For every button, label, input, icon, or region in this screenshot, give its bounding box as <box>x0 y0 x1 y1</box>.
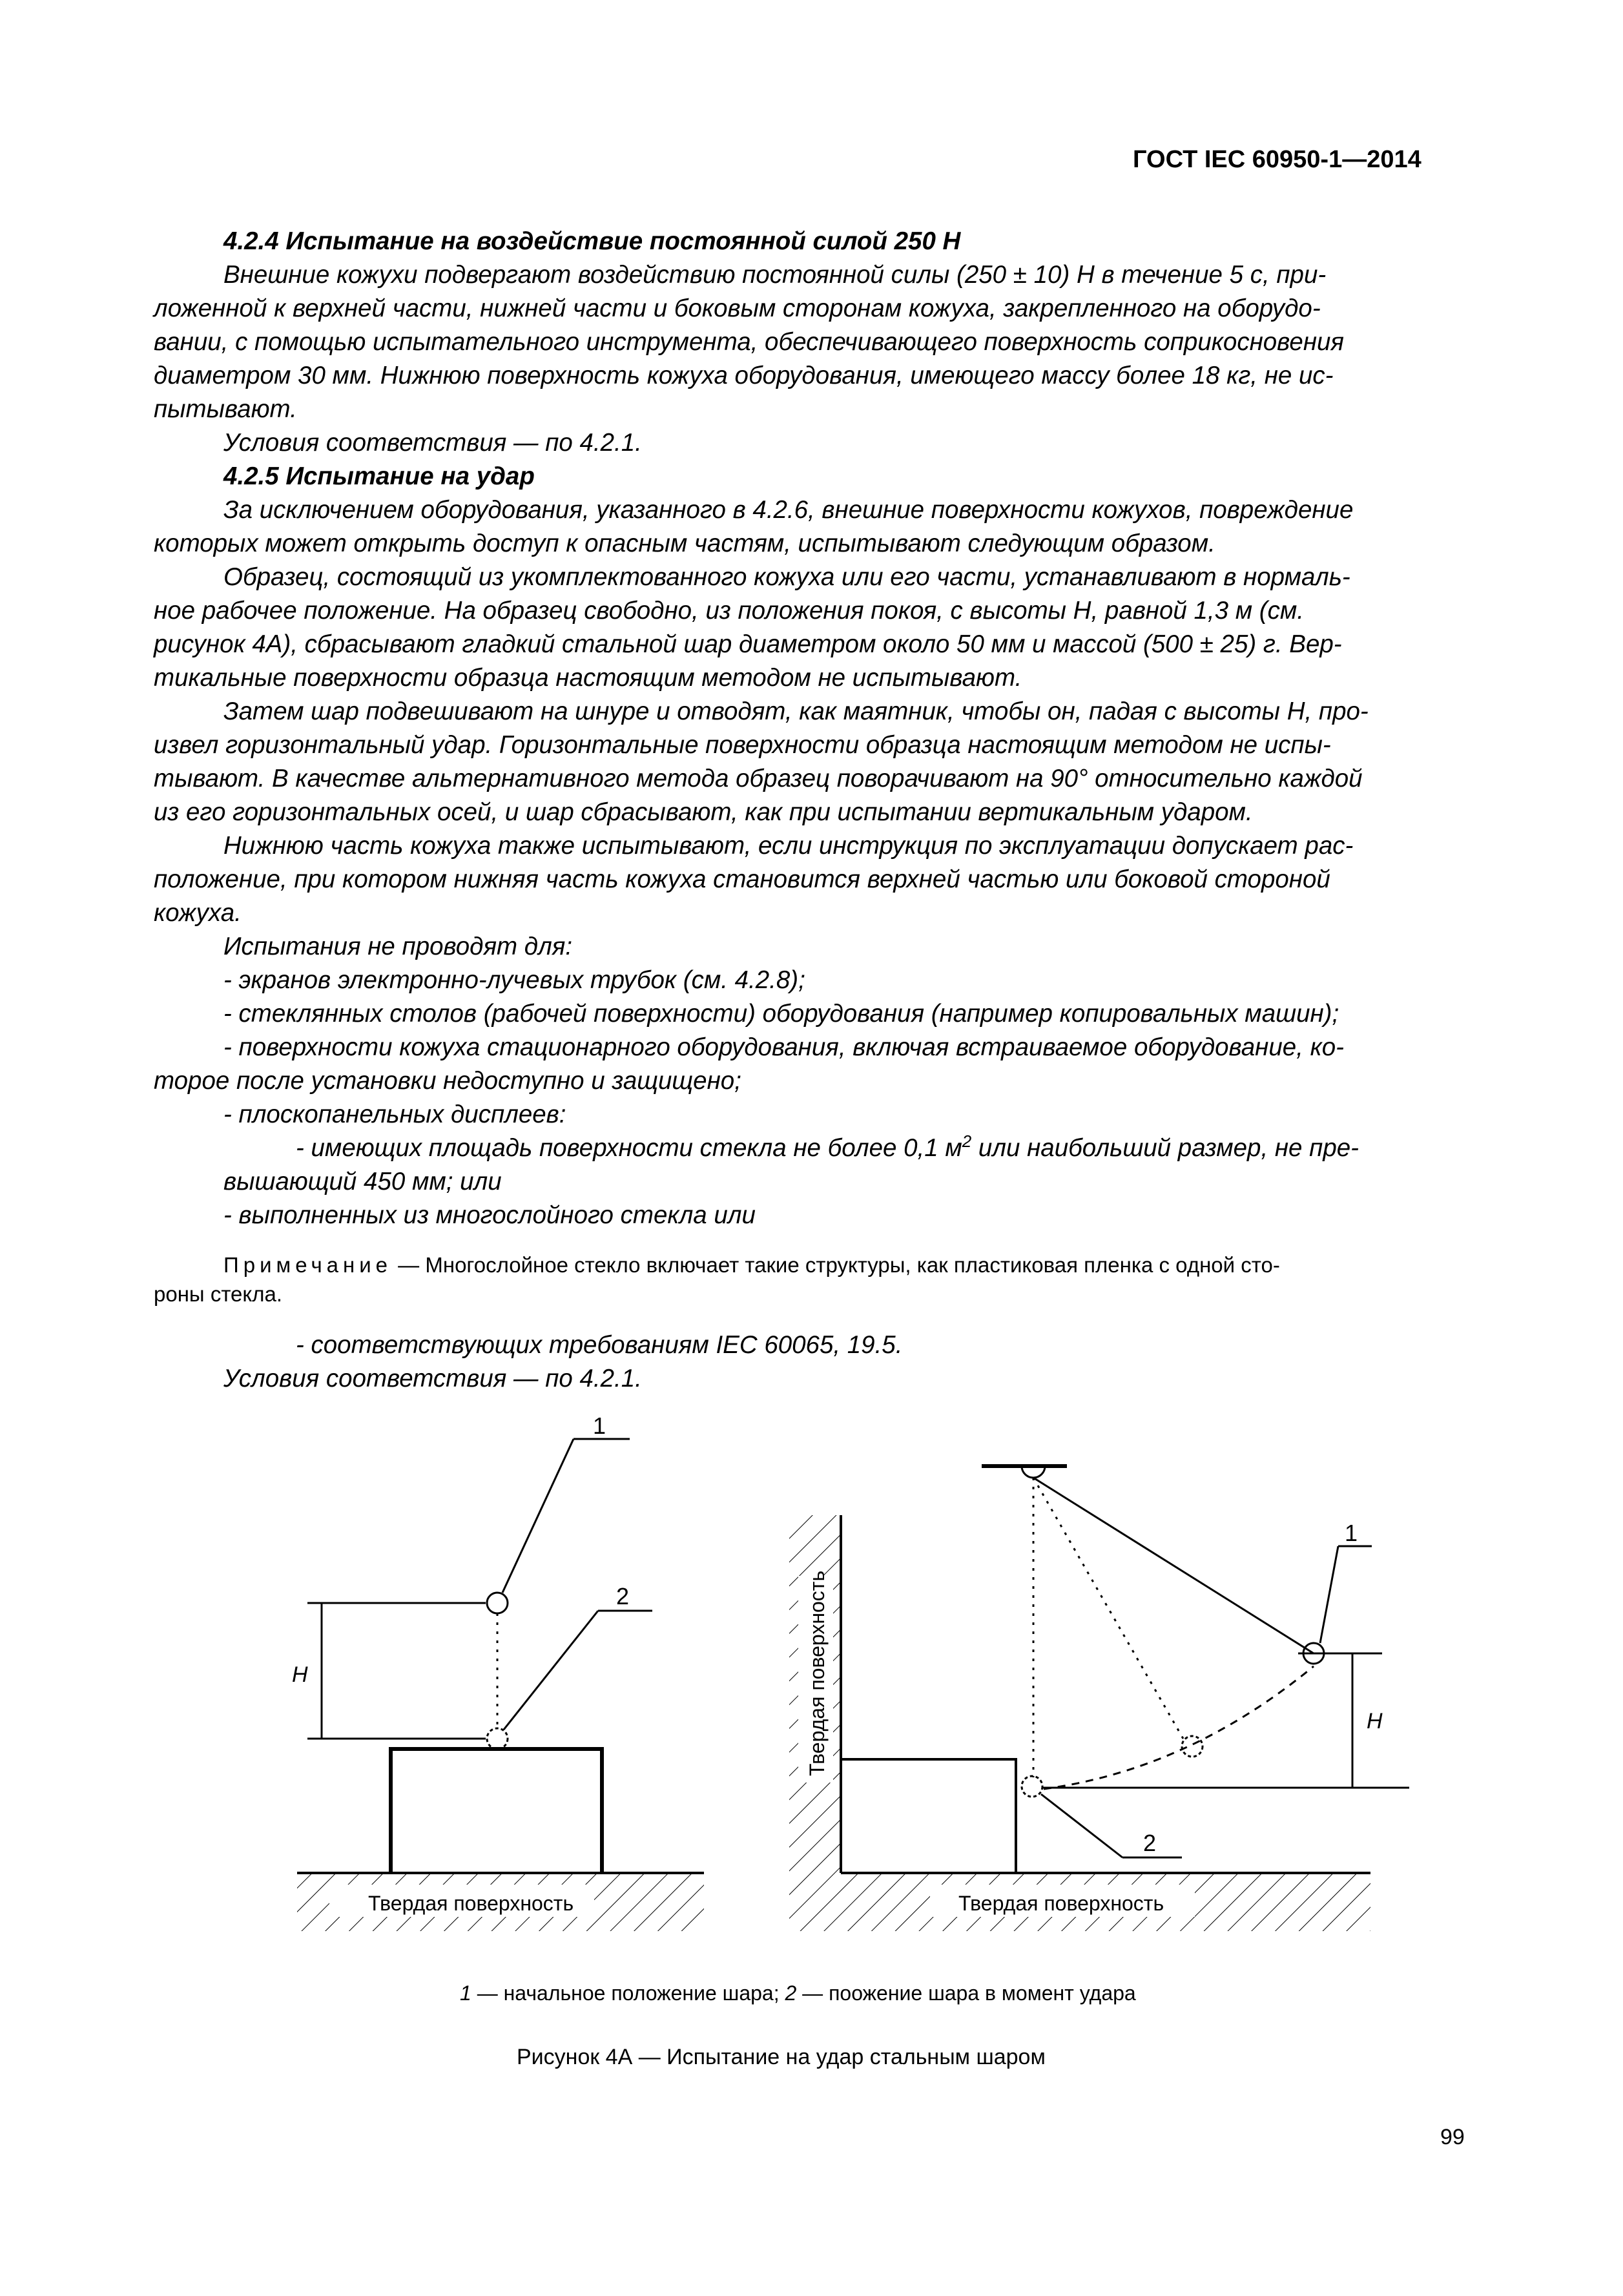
left-label-2: 2 <box>616 1583 630 1609</box>
note-text: — Многослойное стекло включает такие структуры, как пластиковая пленка с одной сто- <box>392 1253 1280 1277</box>
right-label-1: 1 <box>1345 1520 1358 1546</box>
legend-1-text: — начальное положение шара; <box>471 1981 785 2005</box>
s424-line-5: пытывают. <box>154 395 297 423</box>
s424-line-1: Внешние кожухи подвергают воздействию постоянной силы (250 ± 10) Н в течение 5 с, при- <box>223 261 1327 289</box>
s425-line-21: вышающий 450 мм; или <box>223 1168 502 1195</box>
note-line-2: роны стекла. <box>154 1282 282 1306</box>
area-text: - имеющих площадь поверхности стекла не более 0,1 м <box>296 1134 962 1162</box>
s425-line-10: из его горизонтальных осей, и шар сбрасывают, как при испытании вертикальным ударом. <box>154 798 1253 826</box>
right-wall-label: Твердая поверхность <box>805 1570 829 1776</box>
left-leader-1 <box>502 1439 574 1593</box>
right-diagram <box>789 1466 1409 1931</box>
s425-line-8: извел горизонтальный удар. Горизонтальные поверхности образца настоящим методом не испы- <box>154 731 1331 759</box>
right-label-2: 2 <box>1143 1830 1157 1856</box>
s425-line-1: За исключением оборудования, указанного в 4.2.6, внешние поверхности кожухов, повреждение <box>223 496 1354 524</box>
note-label: Примечание <box>223 1253 393 1277</box>
left-ball-impact <box>487 1728 508 1749</box>
right-leader-2 <box>1041 1794 1122 1857</box>
s425-line-11: Нижнюю часть кожуха также испытывают, если инструкция по эксплуатации допускает рас- <box>223 832 1354 860</box>
after-note: - соответствующих требованиям IEC 60065, 19.5. <box>296 1331 903 1359</box>
right-h-label: H <box>1367 1709 1383 1733</box>
right-swing-arc <box>1044 1666 1314 1789</box>
section-425-title: 4.2.5 Испытание на удар <box>223 462 535 490</box>
page-number: 99 <box>1440 2125 1465 2149</box>
superscript: 2 <box>962 1132 972 1152</box>
left-surface-label: Твердая поверхность <box>368 1892 574 1915</box>
section-424-title: 4.2.4 Испытание на воздействие постоянной силой 250 Н <box>223 227 961 255</box>
area-text-cont: или наибольший размер, не пре- <box>978 1134 1359 1162</box>
s425-line-9: тывают. В качестве альтернативного метода образец поворачивают на 90° относительно каждой <box>154 765 1363 792</box>
s425-compliance: Условия соответствия — по 4.2.1. <box>223 1365 642 1392</box>
s424-line-2: ложенной к верхней части, нижней части и боковым сторонам кожуха, закрепленного на оборудо- <box>154 295 1321 322</box>
right-ball-middle <box>1182 1736 1203 1757</box>
left-diagram <box>297 1439 704 1931</box>
left-label-1: 1 <box>593 1412 606 1439</box>
s425-line-3: Образец, состоящий из укомплектованного кожуха или его части, устанавливают в нормаль- <box>223 563 1350 591</box>
standard-header: ГОСТ IEC 60950-1—2014 <box>1133 146 1421 173</box>
left-ball-start <box>487 1593 508 1613</box>
left-h-label: H <box>292 1662 308 1687</box>
s424-line-3: вании, с помощью испытательного инструмента, обеспечивающего поверхность соприкосновения <box>154 328 1344 356</box>
s425-line-16: - стеклянных столов (рабочей поверхности) оборудования (например копировальных машин); <box>223 1000 1339 1028</box>
s425-line-13: кожуха. <box>154 899 242 927</box>
right-surface-label: Твердая поверхность <box>958 1892 1164 1915</box>
s425-line-6: тикальные поверхности образца настоящим методом не испытывают. <box>154 664 1022 692</box>
s425-line-4: ное рабочее положение. На образец свободно, из положения покоя, с высоты H, равной 1,3 м (см. <box>154 597 1304 625</box>
s425-line-18: торое после установки недоступно и защищено; <box>154 1067 741 1095</box>
s424-line-4: диаметром 30 мм. Нижнюю поверхность кожуха оборудования, имеющего массу более 18 кг, не ис- <box>154 362 1334 389</box>
s425-line-15: - экранов электронно-лучевых трубок (см. 4.2.8); <box>223 966 805 994</box>
s425-line-22: - выполненных из многослойного стекла или <box>223 1201 756 1229</box>
legend-1-num: 1 <box>460 1981 471 2005</box>
right-string <box>1033 1478 1314 1653</box>
s425-line-19: - плоскопанельных дисплеев: <box>223 1101 566 1128</box>
right-ball-impact <box>1022 1776 1042 1797</box>
legend-2-num: 2 <box>785 1981 797 2005</box>
s425-line-14: Испытания не проводят для: <box>223 933 573 960</box>
left-leader-2 <box>504 1611 598 1730</box>
s425-line-17: - поверхности кожуха стационарного оборудования, включая встраиваемое оборудование, ко- <box>223 1033 1344 1061</box>
right-leader-1 <box>1320 1546 1338 1643</box>
right-specimen <box>841 1759 1016 1873</box>
s424-compliance: Условия соответствия — по 4.2.1. <box>223 429 642 457</box>
s425-line-7: Затем шар подвешивают на шнуре и отводят, как маятник, чтобы он, падая с высоты H, про- <box>223 698 1369 725</box>
legend-2-text: — поожение шара в момент удара <box>796 1981 1136 2005</box>
s425-line-2: которых может открыть доступ к опасным частям, испытывают следующим образом. <box>154 530 1215 557</box>
figure-caption: Рисунок 4А — Испытание на удар стальным шаром <box>517 2045 1046 2069</box>
s425-line-5: рисунок 4А), сбрасывают гладкий стальной шар диаметром около 50 мм и массой (500 ± 25) г. Вер- <box>154 630 1342 658</box>
figure-legend <box>460 1981 1136 2005</box>
s425-line-12: положение, при котором нижняя часть кожуха становится верхней частью или боковой стороной <box>154 865 1330 893</box>
right-string-dotted-2 <box>1033 1478 1183 1739</box>
left-specimen <box>391 1749 602 1873</box>
